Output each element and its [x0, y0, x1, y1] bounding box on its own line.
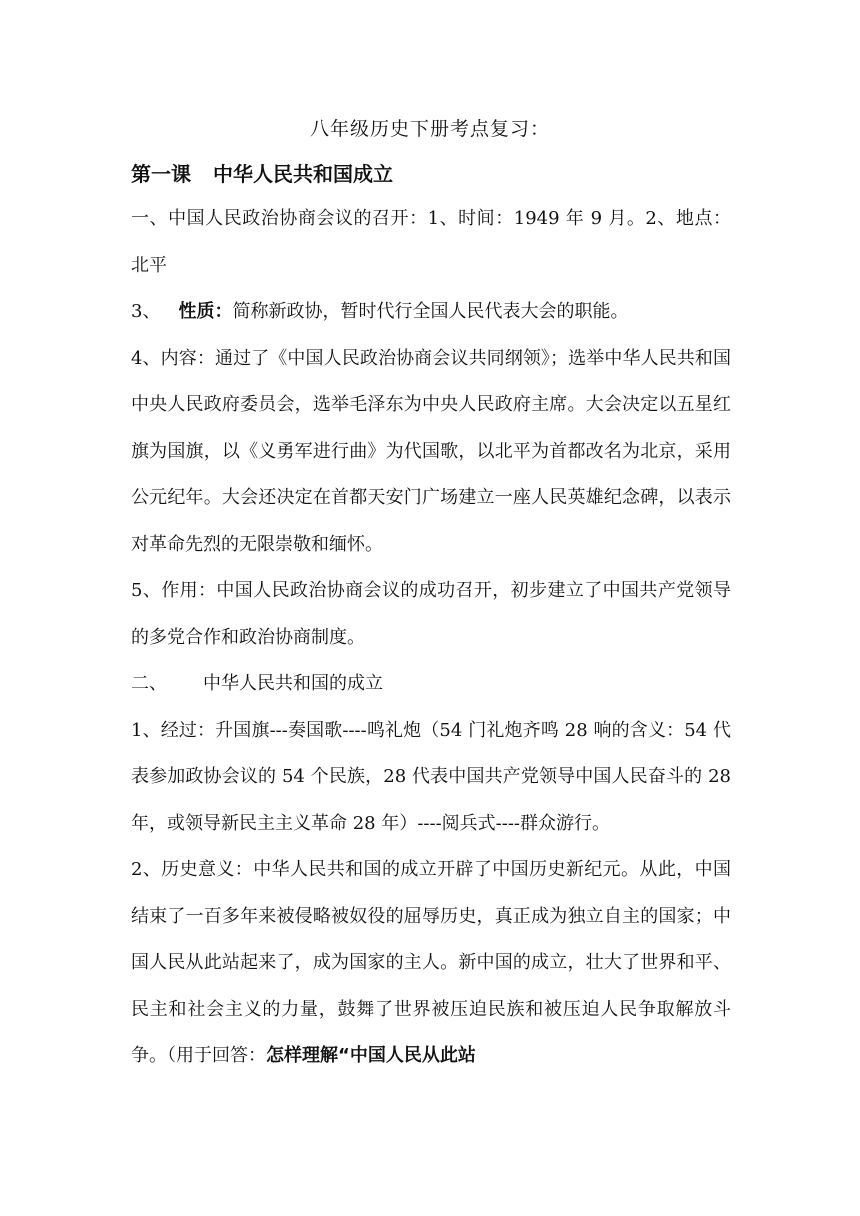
section-number: 二、 [131, 673, 167, 694]
paragraph-significance [131, 847, 731, 1080]
nature-label: 性质： [178, 301, 233, 322]
section-title: 中华人民共和国的成立 [203, 673, 383, 694]
paragraph-meeting: 一、中国人民政治协商会议的召开：1、时间：1949 年 9 月。2、地点：北平 [131, 208, 731, 276]
document-body [131, 196, 731, 1080]
document-title: 八年级历史下册考点复习： [309, 118, 550, 140]
paragraph-nature [131, 289, 731, 336]
paragraph-content: 4、内容：通过了《中国人民政治协商会议共同纲领》；选举中华人民共和国中央人民政府委员会，选举毛泽东为中央人民政府主席。大会决定以五星红旗为国旗，以《义勇军进行曲》为代国歌，以北平为首都改名为北京，采用公元纪年。大会还决定在首都天安门广场建立一座人民英雄纪念碑，以表示对革命先烈的无限崇敬和缅怀。 [131, 347, 731, 555]
section-heading-founding [131, 661, 731, 708]
lesson-heading [131, 158, 393, 187]
lesson-label: 第一课 [131, 162, 191, 186]
paragraph-effect: 5、作用：中国人民政治协商会议的成功召开，初步建立了中国共产党领导的多党合作和政治协商制度。 [131, 580, 731, 648]
paragraph-process: 1、经过：升国旗---奏国歌----鸣礼炮（54 门礼炮齐鸣 28 响的含义：54 代表参加政协会议的 54 个民族，28 代表中国共产党领导中国人民奋斗的 28 年，或领导新民主主义革命 28 年）----阅兵式----群众游行。 [131, 719, 731, 834]
significance-bold-question: 怎样理解“中国人民从此站 [266, 1045, 476, 1066]
lesson-title: 中华人民共和国成立 [213, 162, 393, 186]
nature-number: 3、 [131, 301, 161, 322]
nature-text: 简称新政协，暂时代行全国人民代表大会的职能。 [232, 301, 629, 322]
significance-text: 2、历史意义：中华人民共和国的成立开辟了中国历史新纪元。从此，中国结束了一百多年来被侵略被奴役的屈辱历史，真正成为独立自主的国家；中国人民从此站起来了，成为国家的主人。新中国的成立，壮大了世界和平、民主和社会主义的力量，鼓舞了世界被压迫民族和被压迫人民争取解放斗争。（用于回答： [131, 859, 731, 1066]
